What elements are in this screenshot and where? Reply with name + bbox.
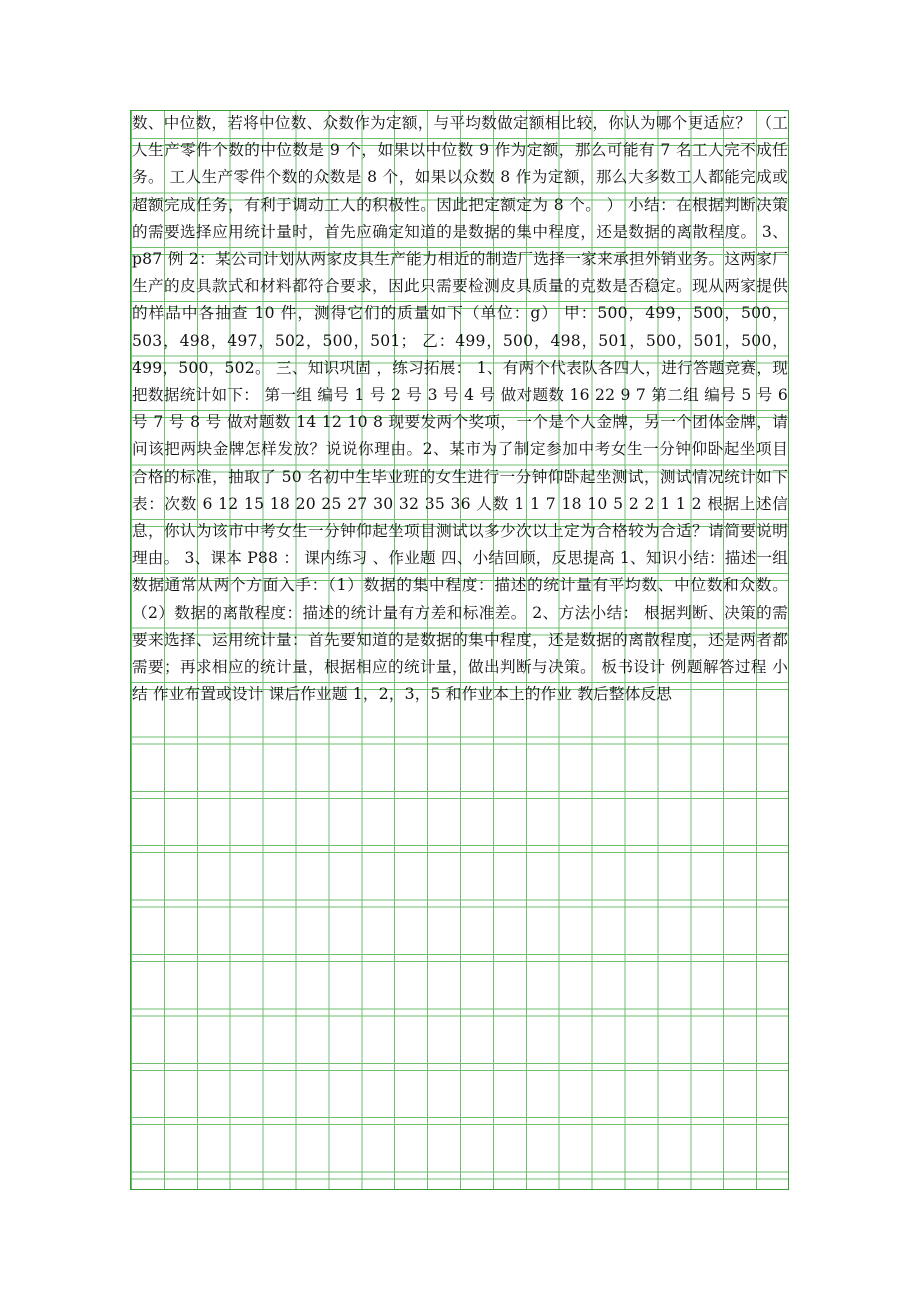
document-body-text: 数、中位数，若将中位数、众数作为定额，与平均数做定额相比较，你认为哪个更适应？ （工人生产零件个数的中位数是 9 个，如果以中位数 9 作为定额，那么可能有 7 名工人完不成任务。 工人生产零件个数的众数是 8 个，如果以众数 8 作为定额，那么大多数工人都能完成或超额完成任务，有利于调动工人的积极性。因此把定额定为 8 个。 ） 小结：在根据判断决策的需要选择应用统计量时，首先应确定知道的是数据的集中程度，还是数据的离散程度。 3、p87 例 2：某公司计划从两家皮具生产能力相近的制造厂选择一家来承担外销业务。这两家厂生产的皮具款式和材料都符合要求，因此只需要检测皮具质量的克数是否稳定。现从两家提供的样品中各抽查 10 件，测得它们的质量如下（单位：g） 甲：500，499，500，500，503，498，497，502，500，501； 乙：499，500，498，501，500，501，500，499，500，502。 三、知识巩固 ，练习拓展： 1、有两个代表队各四人，进行答题竞赛，现把数据统计如下： 第一组 编号 1 号 2 号 3 号 4 号 做对题数 16 22 9 7 第二组 编号 5 号 6 号 7 号 8 号 做对题数 14 12 10 8 现要发两个奖项，一个是个人金牌，另一个团体金牌，请问该把两块金牌怎样发放？说说你理由。2、某市为了制定参加中考女生一分钟仰卧起坐项目合格的标准，抽取了 50 名初中生毕业班的女生进行一分钟仰卧起坐测试，测试情况统计如下表：次数 6 12 15 18 20 25 27 30 32 35 36 人数 1 1 7 18 10 5 2 2 1 1 2 根据上述信息，你认为该市中考女生一分钟仰起坐项目测试以多少次以上定为合格较为合适？请简要说明理由。 3、课本 P88 ： 课内练习 、作业题 四、小结回顾，反思提高 1、知识小结：描述一组数据通常从两个方面入手：（1）数据的集中程度：描述的统计量有平均数、中位数和众数。（2）数据的离散程度：描述的统计量有方差和标准差。 2、方法小结： 根据判断、决策的需要来选择、运用统计量：首先要知道的是数据的集中程度，还是数据的离散程度，还是两者都需要；再求相应的统计量，根据相应的统计量，做出判断与决策。 板书设计 例题解答过程 小结 作业布置或设计 课后作业题 1，2，3，5 和作业本上的作业 教后整体反思 — [132, 114, 788, 704]
